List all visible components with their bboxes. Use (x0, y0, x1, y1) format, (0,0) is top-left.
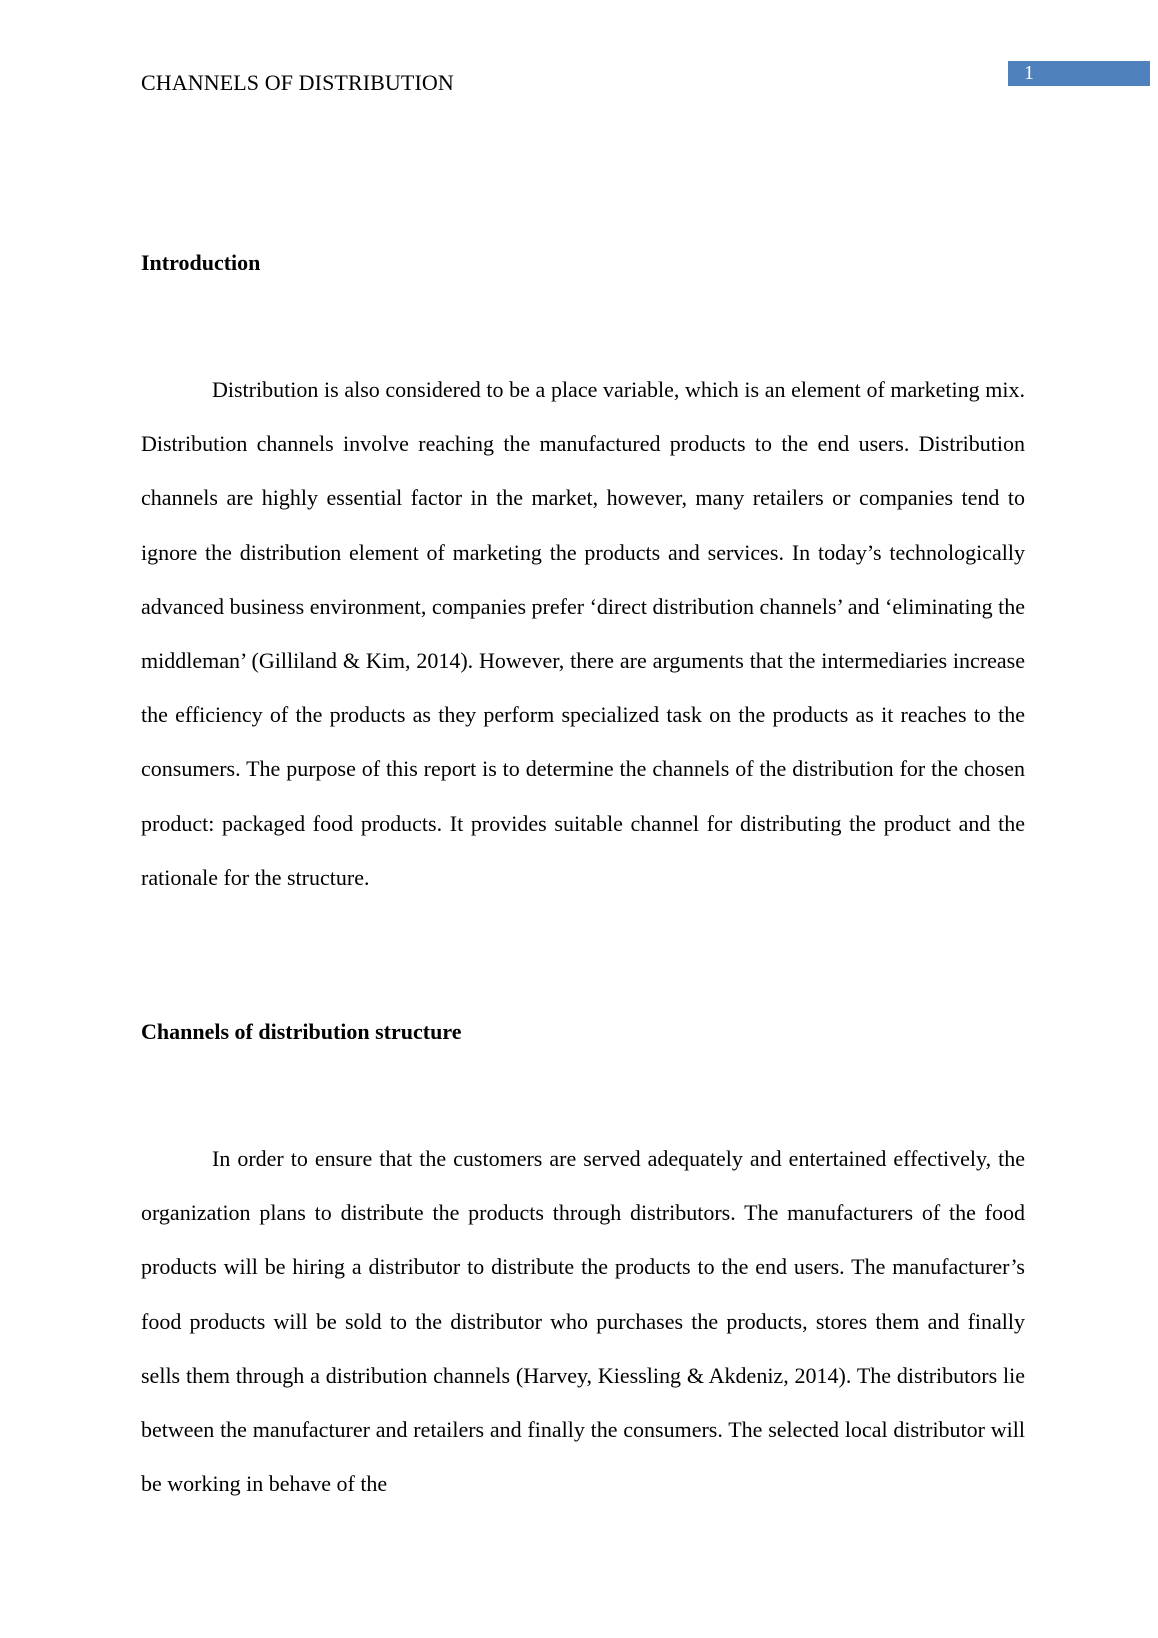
section-heading-introduction: Introduction (141, 250, 261, 275)
introduction-paragraph: Distribution is also considered to be a place variable, which is an element of marketing mix. Distribution channels involve reaching the manufactured products to the end users. Distribution channels are highly essential factor in the market, however, many retailers or companies tend to ignore the distribution element of marketing the products and services. In today’s technologically advanced business environment, companies prefer ‘direct distribution channels’ and ‘eliminating the middleman’ (Gilliland & Kim, 2014). However, there are arguments that the intermediaries increase the efficiency of the products as they perform specialized task on the products as it reaches to the consumers. The purpose of this report is to determine the channels of the distribution for the chosen product: packaged food products. It provides suitable channel for distributing the product and the rationale for the structure. (141, 377, 1025, 890)
page-number: 1 (1024, 62, 1034, 84)
page-number-badge (1008, 61, 1150, 86)
running-head: CHANNELS OF DISTRIBUTION (141, 70, 454, 95)
channels-structure-paragraph: In order to ensure that the customers are served adequately and entertained effectively, the organization plans to distribute the products through distributors. The manufacturers of the food products will be hiring a distributor to distribute the products to the end users. The manufacturer’s food products will be sold to the distributor who purchases the products, stores them and finally sells them through a distribution channels (Harvey, Kiessling & Akdeniz, 2014). The distributors lie between the manufacturer and retailers and finally the consumers. The selected local distributor will be working in behave of the (141, 1146, 1025, 1497)
section-heading-channels-structure: Channels of distribution structure (141, 1019, 462, 1044)
